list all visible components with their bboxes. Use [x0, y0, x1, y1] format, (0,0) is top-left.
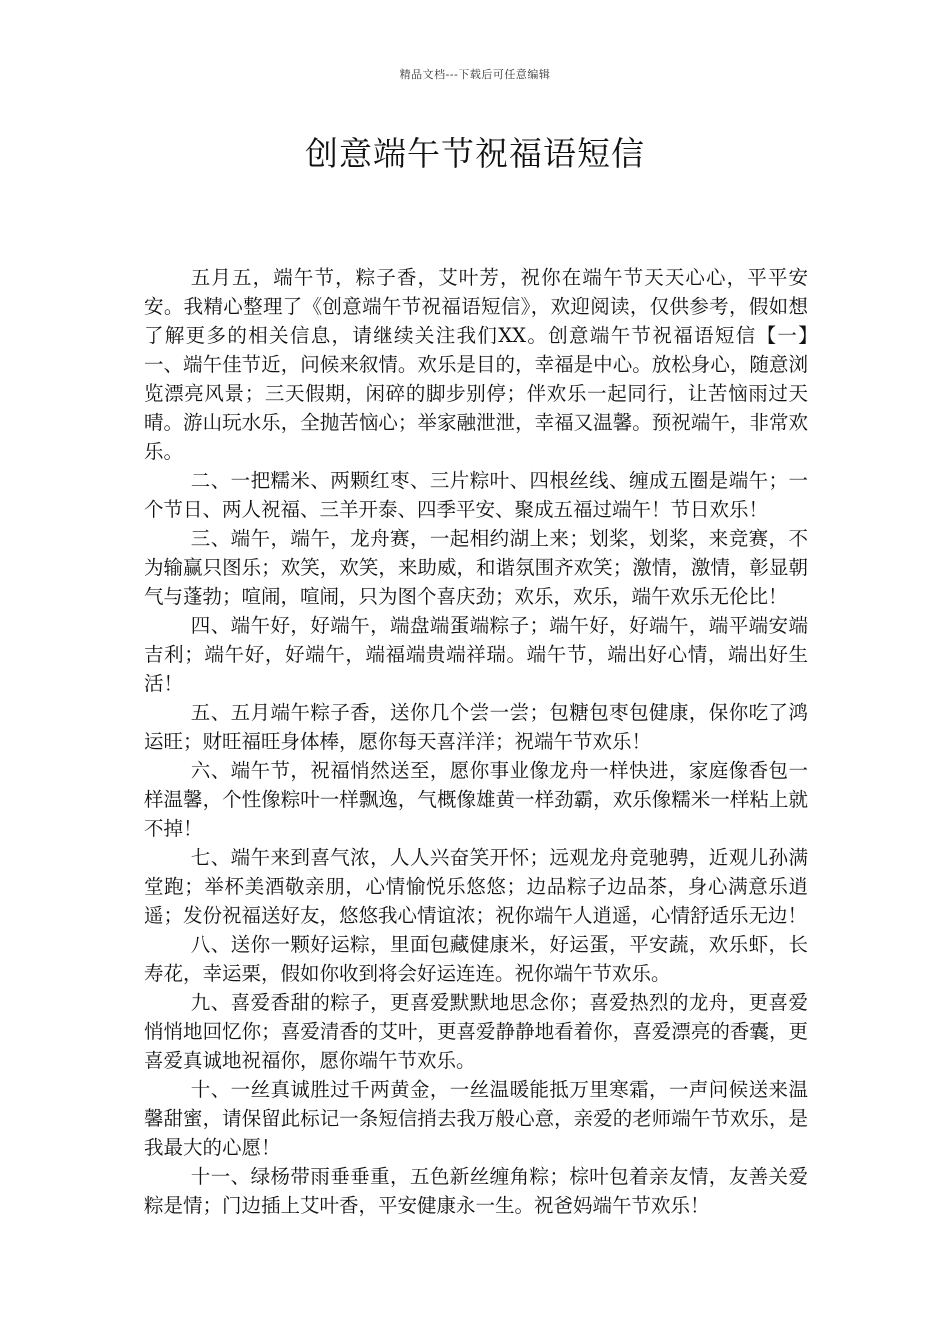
paragraph-8: 八、送你一颗好运粽，里面包藏健康米，好运蛋，平安蔬，欢乐虾，长寿花，幸运栗，假如你收到将会好运连连。祝你端午节欢乐。 — [144, 933, 808, 985]
page-header-note: 精品文档---下载后可任意编辑 — [399, 68, 551, 81]
document-body — [144, 263, 848, 1220]
paragraph-9: 九、喜爱香甜的粽子，更喜爱默默地思念你；喜爱热烈的龙舟，更喜爱悄悄地回忆你；喜爱清香的艾叶，更喜爱静静地看着你，喜爱漂亮的香囊，更喜爱真诚地祝福你，愿你端午节欢乐。 — [144, 991, 808, 1072]
paragraph-4: 四、端午好，好端午，端盘端蛋端粽子；端午好，好端午，端平端安端吉利；端午好，好端午，端福端贵端祥瑞。端午节，端出好心情，端出好生活！ — [144, 614, 808, 695]
paragraph-6: 六、端午节，祝福悄然送至，愿你事业像龙舟一样快进，家庭像香包一样温馨，个性像粽叶一样飘逸，气概像雄黄一样劲霸，欢乐像糯米一样粘上就不掉！ — [144, 759, 808, 840]
document-title: 创意端午节祝福语短信 — [305, 134, 645, 173]
paragraph-5: 五、五月端午粽子香，送你几个尝一尝；包糖包枣包健康，保你吃了鸿运旺；财旺福旺身体棒，愿你每天喜洋洋；祝端午节欢乐！ — [144, 701, 808, 753]
paragraph-10: 十、一丝真诚胜过千两黄金，一丝温暖能抵万里寒霜，一声问候送来温馨甜蜜，请保留此标记一条短信捎去我万般心意，亲爱的老师端午节欢乐，是我最大的心愿！ — [144, 1078, 808, 1159]
paragraph-3: 三、端午，端午，龙舟赛，一起相约湖上来；划桨，划桨，来竞赛，不为输赢只图乐；欢笑，欢笑，来助威，和谐氛围齐欢笑；激情，激情，彰显朝气与蓬勃；喧闹，喧闹，只为图个喜庆劲；欢乐，欢乐，端午欢乐无伦比！ — [144, 527, 808, 608]
paragraph-11: 十一、绿杨带雨垂垂重，五色新丝缠角粽；棕叶包着亲友情，友善关爱粽是情；门边插上艾叶香，平安健康永一生。祝爸妈端午节欢乐！ — [144, 1165, 808, 1217]
paragraph-2: 二、一把糯米、两颗红枣、三片粽叶、四根丝线、缠成五圈是端午；一个节日、两人祝福、三羊开泰、四季平安、聚成五福过端午！节日欢乐！ — [144, 469, 808, 521]
paragraph-intro: 五月五，端午节，粽子香，艾叶芳，祝你在端午节天天心心，平平安安。我精心整理了《创意端午节祝福语短信》，欢迎阅读，仅供参考，假如想了解更多的相关信息，请继续关注我们XX。创意端午节祝福语短信【一】 一、端午佳节近，问候来叙情。欢乐是目的，幸福是中心。放松身心，随意浏览漂亮风景；三天假期，闲碎的脚步别停；伴欢乐一起同行，让苦恼雨过天晴。游山玩水乐，全抛苦恼心；举家融泄泄，幸福又温馨。预祝端午，非常欢乐。 — [144, 266, 848, 463]
paragraph-7: 七、端午来到喜气浓，人人兴奋笑开怀；远观龙舟竞驰骋，近观儿孙满堂跑；举杯美酒敬亲朋，心情愉悦乐悠悠；边品粽子边品茶，身心满意乐逍遥；发份祝福送好友，悠悠我心情谊浓；祝你端午人逍遥，心情舒适乐无边！ — [144, 846, 808, 927]
